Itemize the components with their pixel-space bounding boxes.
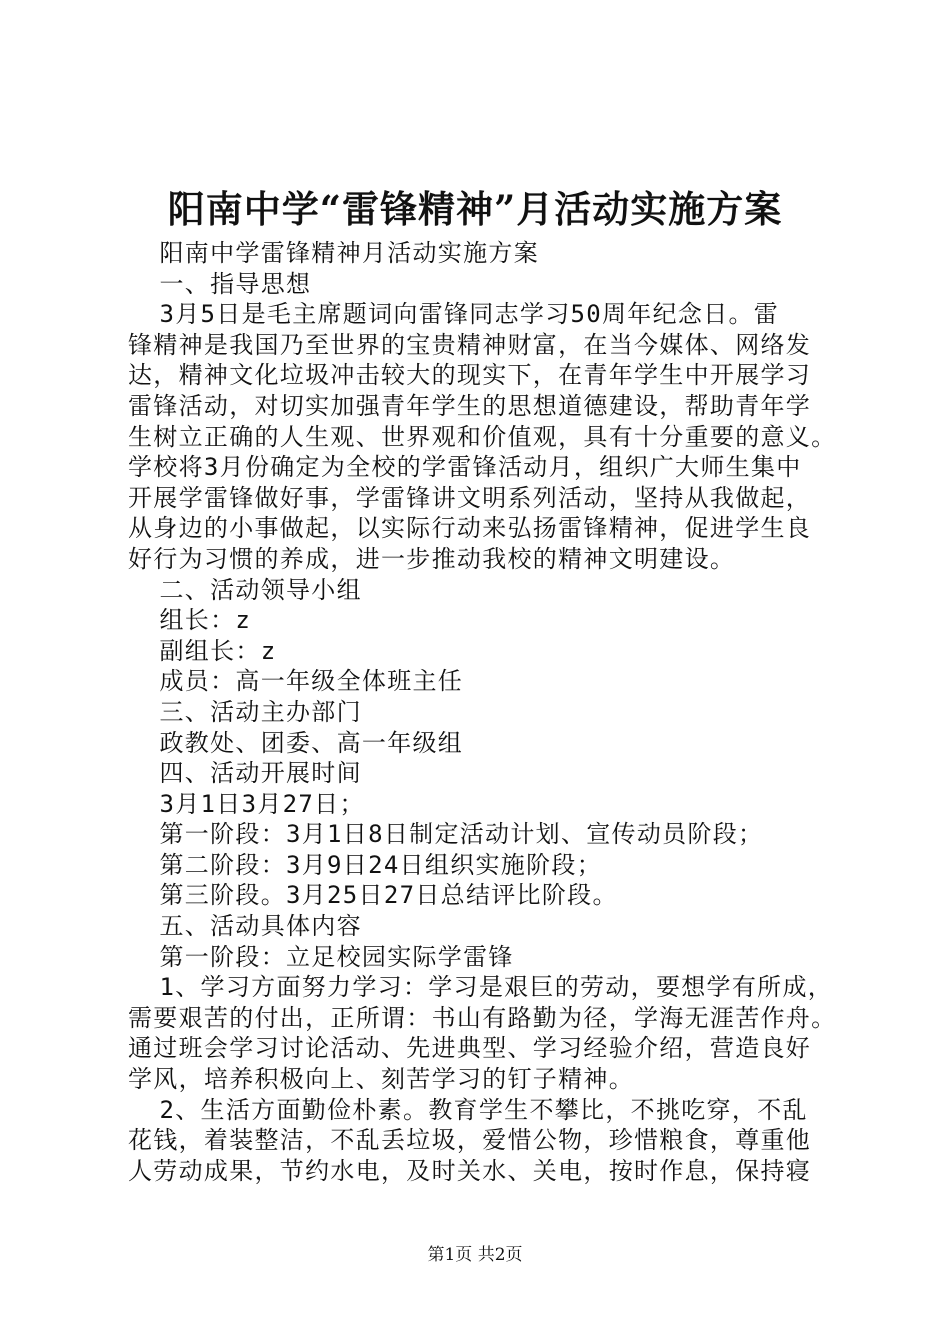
- document-body: [128, 238, 838, 1186]
- body-line: 3月1日3月27日；: [128, 789, 365, 818]
- body-line: 第二阶段：3月9日24日组织实施阶段；: [128, 850, 602, 879]
- body-line: 学风，培养积极向上、刻苦学习的钉子精神。: [128, 1065, 634, 1094]
- body-line: 花钱，着装整洁，不乱丢垃圾，爱惜公物，珍惜粮食，尊重他: [128, 1126, 812, 1155]
- body-line: 锋精神是我国乃至世界的宝贵精神财富，在当今媒体、网络发: [128, 330, 812, 359]
- body-line: 需要艰苦的付出，正所谓：书山有路勤为径，学海无涯苦作舟。: [128, 1003, 837, 1032]
- body-line: 三、活动主办部门: [128, 697, 362, 726]
- body-line: 成员：高一年级全体班主任: [128, 667, 464, 696]
- body-line: 组长：z: [128, 606, 252, 635]
- body-line: 第三阶段。3月25日27日总结评比阶段。: [128, 881, 618, 910]
- body-line: 2、生活方面勤俭朴素。教育学生不攀比，不挑吃穿，不乱: [128, 1095, 808, 1124]
- body-line: 3月5日是毛主席题词向雷锋同志学习50周年纪念日。雷: [128, 300, 780, 329]
- body-line: 好行为习惯的养成，进一步推动我校的精神文明建设。: [128, 544, 736, 573]
- body-line: 雷锋活动，对切实加强青年学生的思想道德建设，帮助青年学: [128, 391, 812, 420]
- body-line: 学校将3月份确定为全校的学雷锋活动月，组织广大师生集中: [128, 453, 802, 482]
- body-line: 人劳动成果，节约水电，及时关水、关电，按时作息，保持寝: [128, 1156, 812, 1185]
- body-line: 从身边的小事做起，以实际行动来弘扬雷锋精神，促进学生良: [128, 514, 812, 543]
- body-line: 第一阶段：3月1日8日制定活动计划、宣传动员阶段；: [128, 820, 764, 849]
- page-footer: 第1页 共2页: [427, 1245, 523, 1265]
- body-line: 政教处、团委、高一年级组: [128, 728, 464, 757]
- body-line: 达，精神文化垃圾冲击较大的现实下，在青年学生中开展学习: [128, 361, 812, 390]
- document-title: 阳南中学“雷锋精神”月活动实施方案: [167, 187, 783, 231]
- body-line: 开展学雷锋做好事，学雷锋讲文明系列活动，坚持从我做起，: [128, 483, 812, 512]
- body-line: 生树立正确的人生观、世界观和价值观，具有十分重要的意义。: [128, 422, 837, 451]
- body-line: 1、学习方面努力学习：学习是艰巨的劳动，要想学有所成，: [128, 973, 834, 1002]
- body-line: 一、指导思想: [128, 269, 312, 298]
- body-line: 四、活动开展时间: [128, 759, 362, 788]
- body-line: 五、活动具体内容: [128, 912, 362, 941]
- body-line: 二、活动领导小组: [128, 575, 362, 604]
- body-line: 副组长：z: [128, 636, 277, 665]
- body-line: 阳南中学雷锋精神月活动实施方案: [128, 239, 539, 267]
- body-line: 第一阶段：立足校园实际学雷锋: [128, 942, 514, 971]
- body-line: 通过班会学习讨论活动、先进典型、学习经验介绍，营造良好: [128, 1034, 812, 1063]
